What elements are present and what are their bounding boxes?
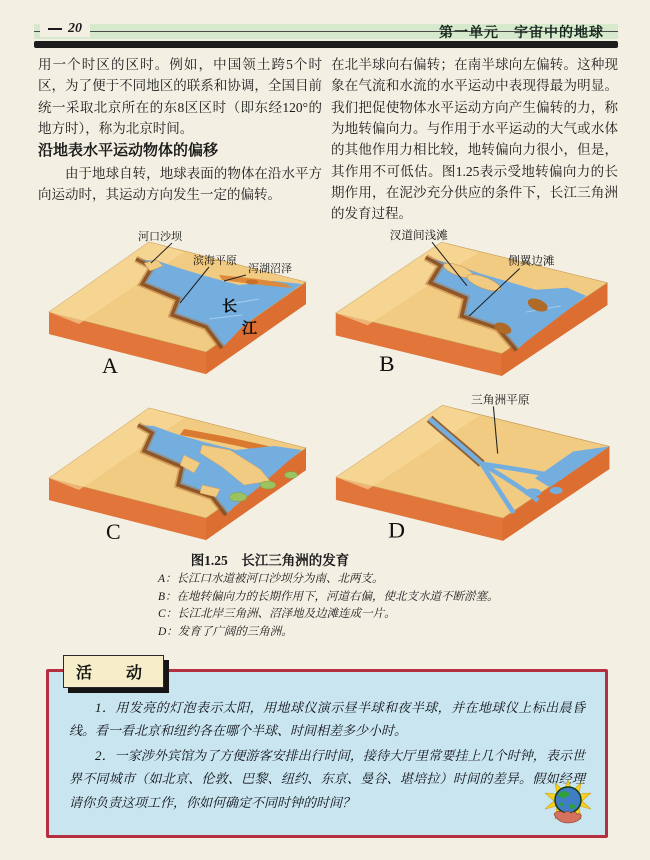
river-name-char-2: 江 — [242, 321, 258, 337]
unit-title: 第一单元 宇宙中的地球 — [439, 26, 604, 41]
delta-diagram-b — [320, 227, 618, 387]
left-column — [38, 54, 322, 206]
page-number — [40, 21, 90, 37]
delta-diagram-d — [320, 390, 620, 552]
diagram-letter-c: C — [106, 519, 121, 544]
label-coastal-plain: 滨海平原 — [193, 255, 237, 267]
label-flank-bar: 侧翼边滩 — [508, 255, 555, 268]
page-number-value: 20 — [68, 21, 82, 36]
river-name-char-1: 长 — [222, 299, 238, 315]
label-channel-shoal: 汊道间浅滩 — [389, 230, 448, 243]
diagram-d — [320, 390, 620, 552]
section-heading: 沿地表水平运动物体的偏移 — [38, 142, 219, 160]
legend-line-b: B：在地转偏向力的长期作用下，河道右偏，使北支水道不断淤塞。 — [158, 590, 499, 603]
activity-body — [49, 696, 605, 816]
activity-tab: 活 动 — [63, 655, 164, 688]
left-paragraph-1: 用一个时区的区时。例如，中国领土跨5个时区，为了便于不同地区的联系和协调，全国目前统一采取北京所在的东8区区时（即东经120°的地方时），称为北京时间。 — [38, 57, 322, 136]
label-lagoon-swamp: 泻湖沼泽 — [248, 263, 292, 275]
legend-line-d: D：发育了广阔的三角洲。 — [158, 625, 293, 638]
activity-item-2: 2．一家涉外宾馆为了方便游客安排出行时间，接待大厅里常要挂上几个时钟，表示世界不同城市（如北京、伦敦、巴黎、纽约、东京、曼谷、堪培拉）时间的差异。假如经理请你负责这项工作，你如何确定不同时钟的时间？ — [69, 748, 585, 810]
diagram-a — [34, 227, 316, 385]
label-delta-plain: 三角洲平原 — [471, 394, 530, 407]
figure-caption: 图1.25 长江三角洲的发育 — [190, 553, 350, 568]
legend-line-c: C：长江北岸三角洲、沼泽地及边滩连成一片。 — [158, 608, 396, 620]
diagram-letter-d: D — [388, 518, 405, 543]
diagram-letter-a: A — [102, 353, 118, 378]
delta-diagram-c — [34, 392, 316, 552]
figure-legend — [158, 571, 598, 641]
right-paragraph-1: 在北半球向右偏转；在南半球向左偏转。这种现象在气流和水流的水平运动中表现得最为明显。我们把促使物体水平运动方向产生偏转的力，称为地转偏向力。与作用于水平运动的大气或水体的其他作用力相比较，地转偏向力很小，但是，其作用不可低估。图1.25表示受地转偏向力的长期作用，在泥沙充分供应的条件下，长江三角洲的发育过程。 — [331, 57, 618, 222]
left-paragraph-2: 由于地球自转，地球表面的物体在沿水平方向运动时，其运动方向发生一定的偏转。 — [38, 166, 322, 203]
globe-ocean — [555, 787, 581, 813]
activity-box — [46, 665, 608, 838]
diagram-c — [34, 392, 316, 552]
header-rule-thick — [34, 41, 618, 48]
globe-in-hand-icon — [545, 779, 591, 825]
activity-item-1: 1．用发亮的灯泡表示太阳，用地球仪演示昼半球和夜半球，并在地球仪上标出晨昏线。看一看北京和纽约各在哪个半球、时间相差多少小时。 — [69, 700, 585, 739]
label-estuary-sandbar: 河口沙坝 — [138, 231, 182, 243]
legend-line-a: A：长江口水道被河口沙坝分为南、北两支。 — [158, 573, 384, 585]
delta-diagram-a — [34, 227, 316, 385]
dash-decoration — [48, 28, 62, 30]
diagram-letter-b: B — [379, 351, 395, 376]
right-column — [331, 54, 618, 225]
diagram-b — [320, 227, 618, 387]
